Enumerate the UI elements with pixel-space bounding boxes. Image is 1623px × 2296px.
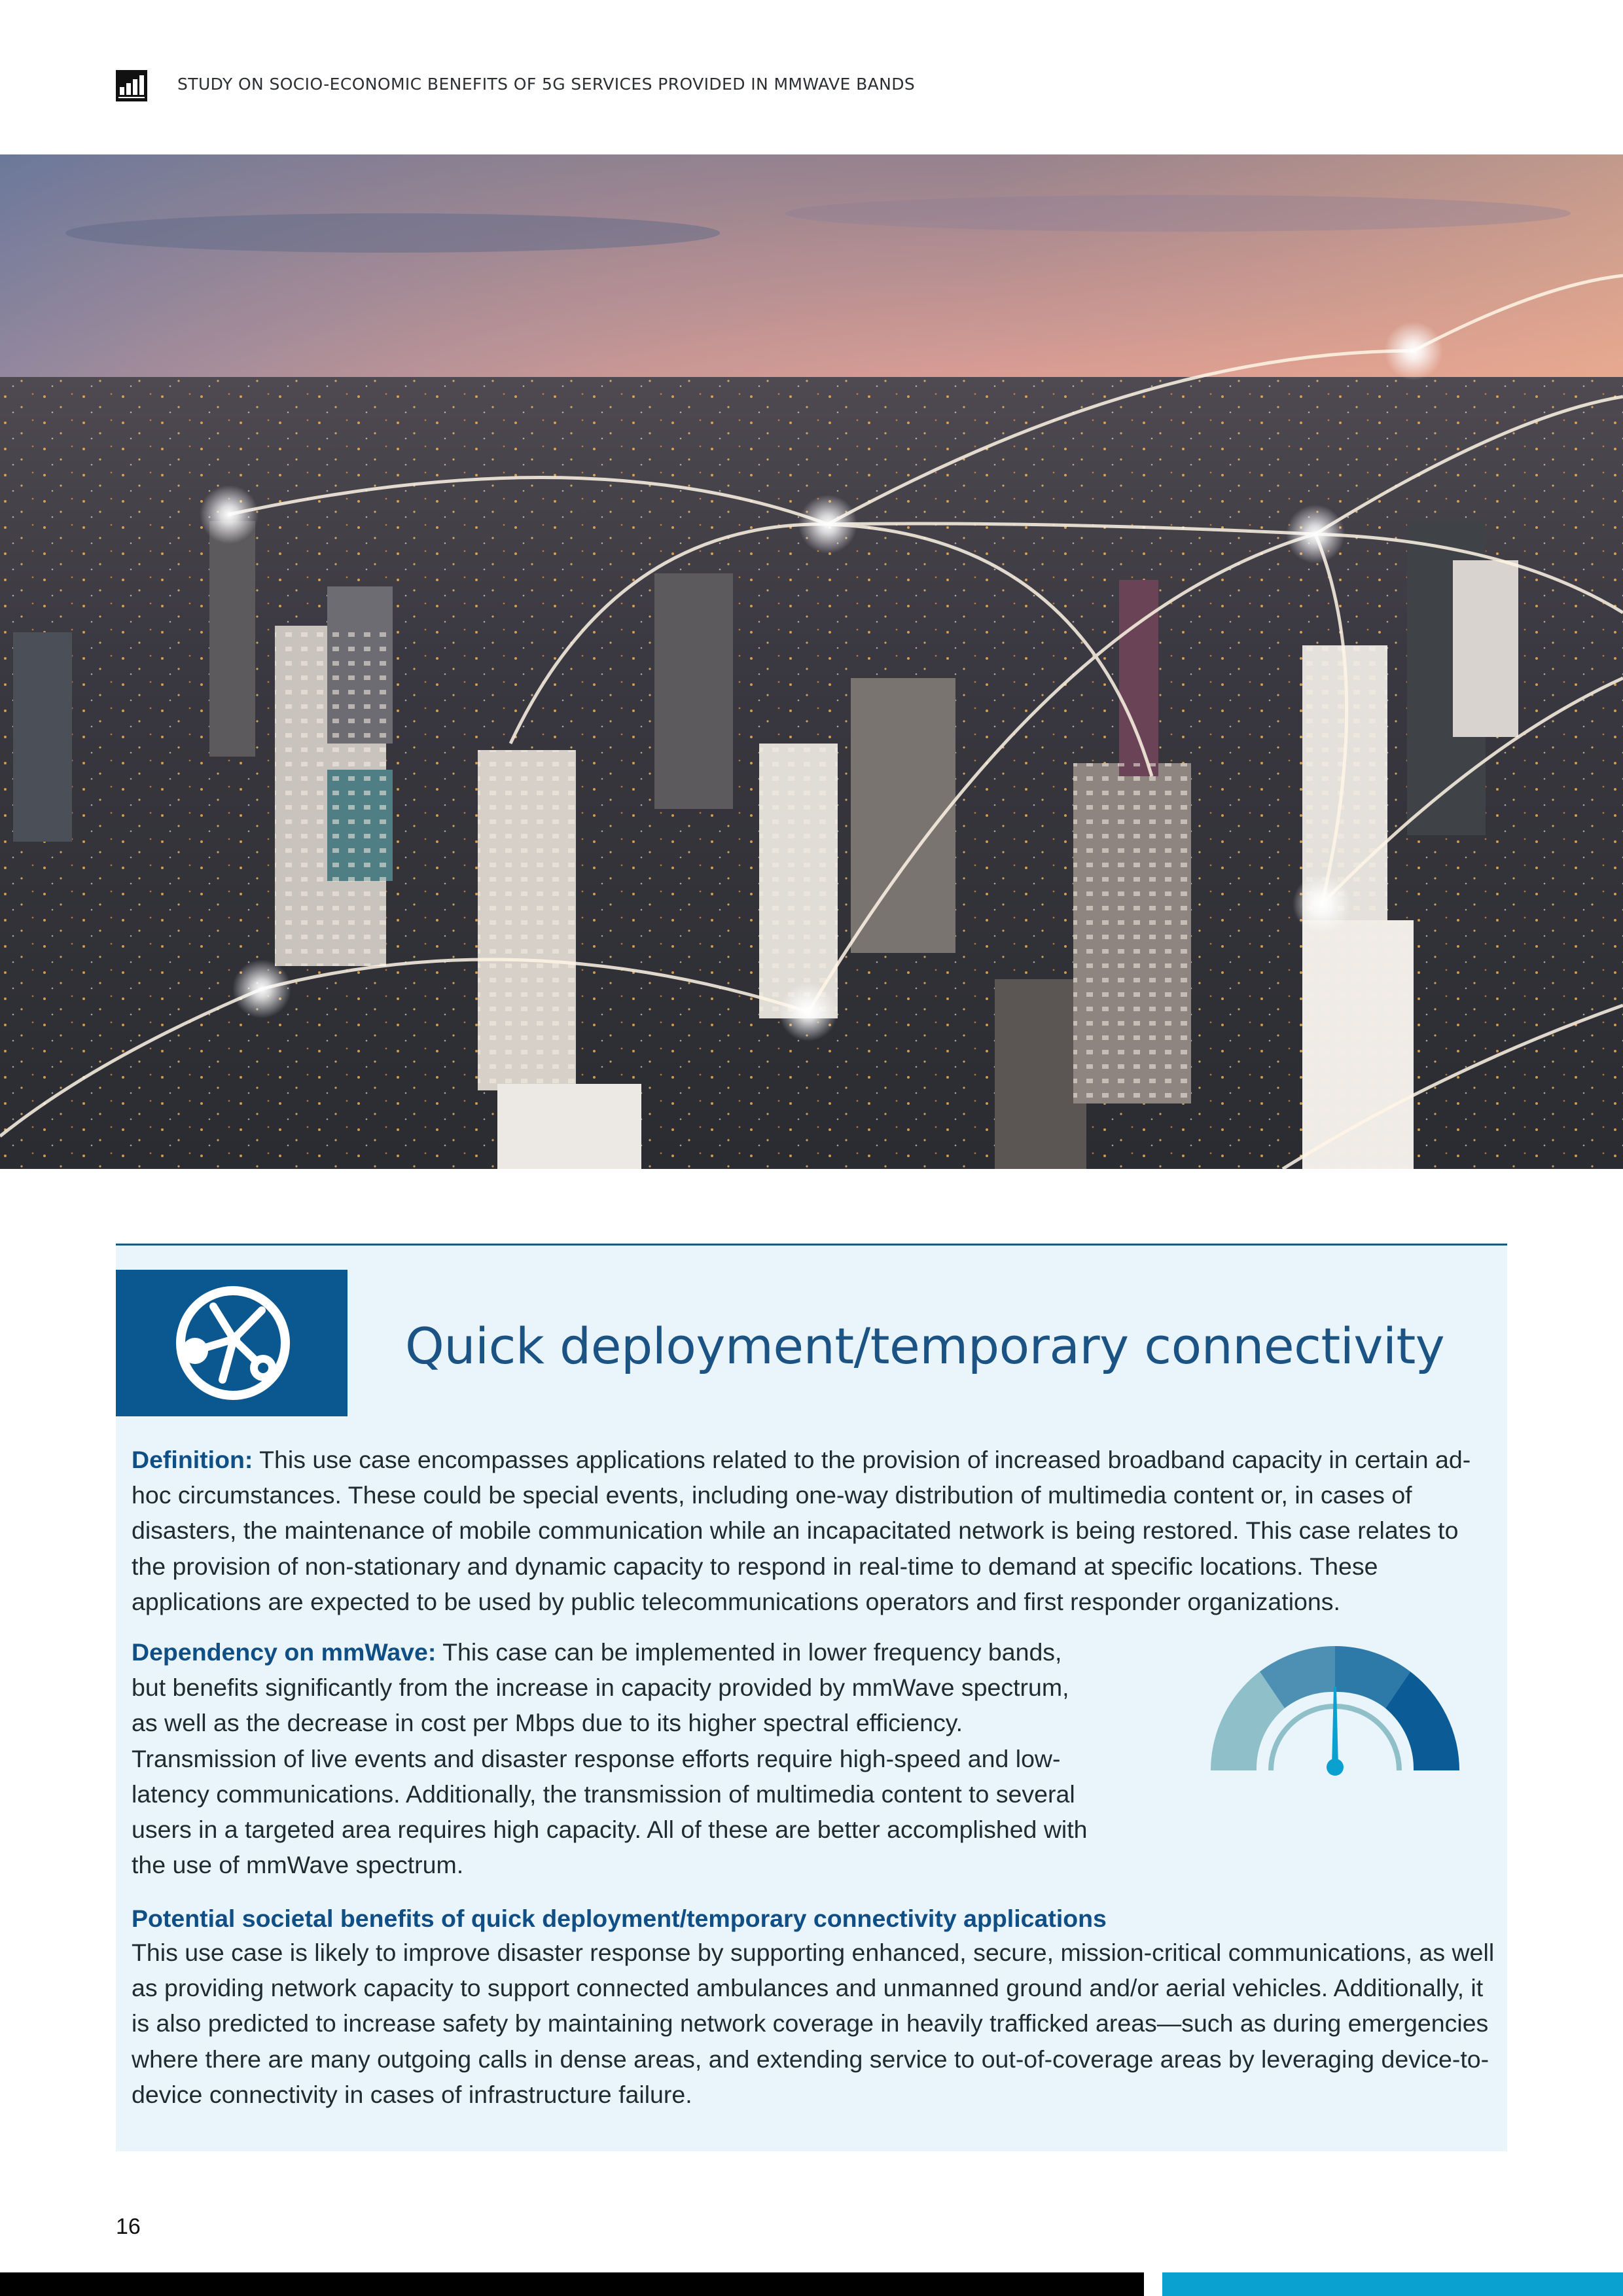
dependency-label: Dependency on mmWave:: [132, 1638, 437, 1666]
footer-bar-black: [0, 2272, 1144, 2296]
dependency-paragraph: [132, 1634, 1100, 1882]
network-nodes-icon: [171, 1282, 294, 1405]
bar-chart-logo-icon: [116, 70, 147, 101]
definition-paragraph: [132, 1442, 1496, 1619]
dependency-text: This case can be implemented in lower frequency bands, but benefits significantly from the increase in capacity provided by mmWave spectrum, as well as the decrease in cost per Mbps due to its higher spectral efficiency. Transmission of live events and disaster response efforts require high-speed and low-latency communications. Additionally, the transmission of multimedia content to several users in a targeted area requires high capacity. All of these are better accomplished with the use of mmWave spectrum.: [132, 1638, 1088, 1879]
running-head: STUDY ON SOCIO-ECONOMIC BENEFITS OF 5G SERVICES PROVIDED IN MMWAVE BANDS: [177, 75, 916, 94]
use-case-title: Quick deployment/temporary connectivity: [405, 1317, 1445, 1375]
definition-text: This use case encompasses applications related to the provision of increased broadband capacity in certain ad-hoc circumstances. These could be special events, including one-way distribution of multimedia content or, in cases of disasters, the maintenance of mobile communication while an incapacitated network is being restored. This case relates to the provision of non-stationary and dynamic capacity to respond in real-time to demand at specific locations. These applications are expected to be used by public telecommunications operators and first responder organizations.: [132, 1446, 1471, 1615]
speedometer-gauge-icon: [1207, 1640, 1463, 1780]
use-case-icon-box: [116, 1270, 348, 1416]
page-number: 16: [116, 2214, 141, 2239]
city-network-photo: [0, 154, 1623, 1169]
definition-label: Definition:: [132, 1446, 253, 1473]
benefits-heading: Potential societal benefits of quick deployment/temporary connectivity applications: [132, 1905, 1107, 1932]
benefits-paragraph: This use case is likely to improve disaster response by supporting enhanced, secure, mission-critical communications, as well as providing network capacity to support connected ambulances and unmanned ground and/or aerial vehicles. Additionally, it is also predicted to increase safety by maintaining network coverage in heavily trafficked areas—such as during emergencies where there are many outgoing calls in dense areas, and extending service to out-of-coverage areas by leveraging device-to-device connectivity in cases of infrastructure failure.: [132, 1939, 1495, 2108]
footer-bar-blue: [1162, 2272, 1623, 2296]
